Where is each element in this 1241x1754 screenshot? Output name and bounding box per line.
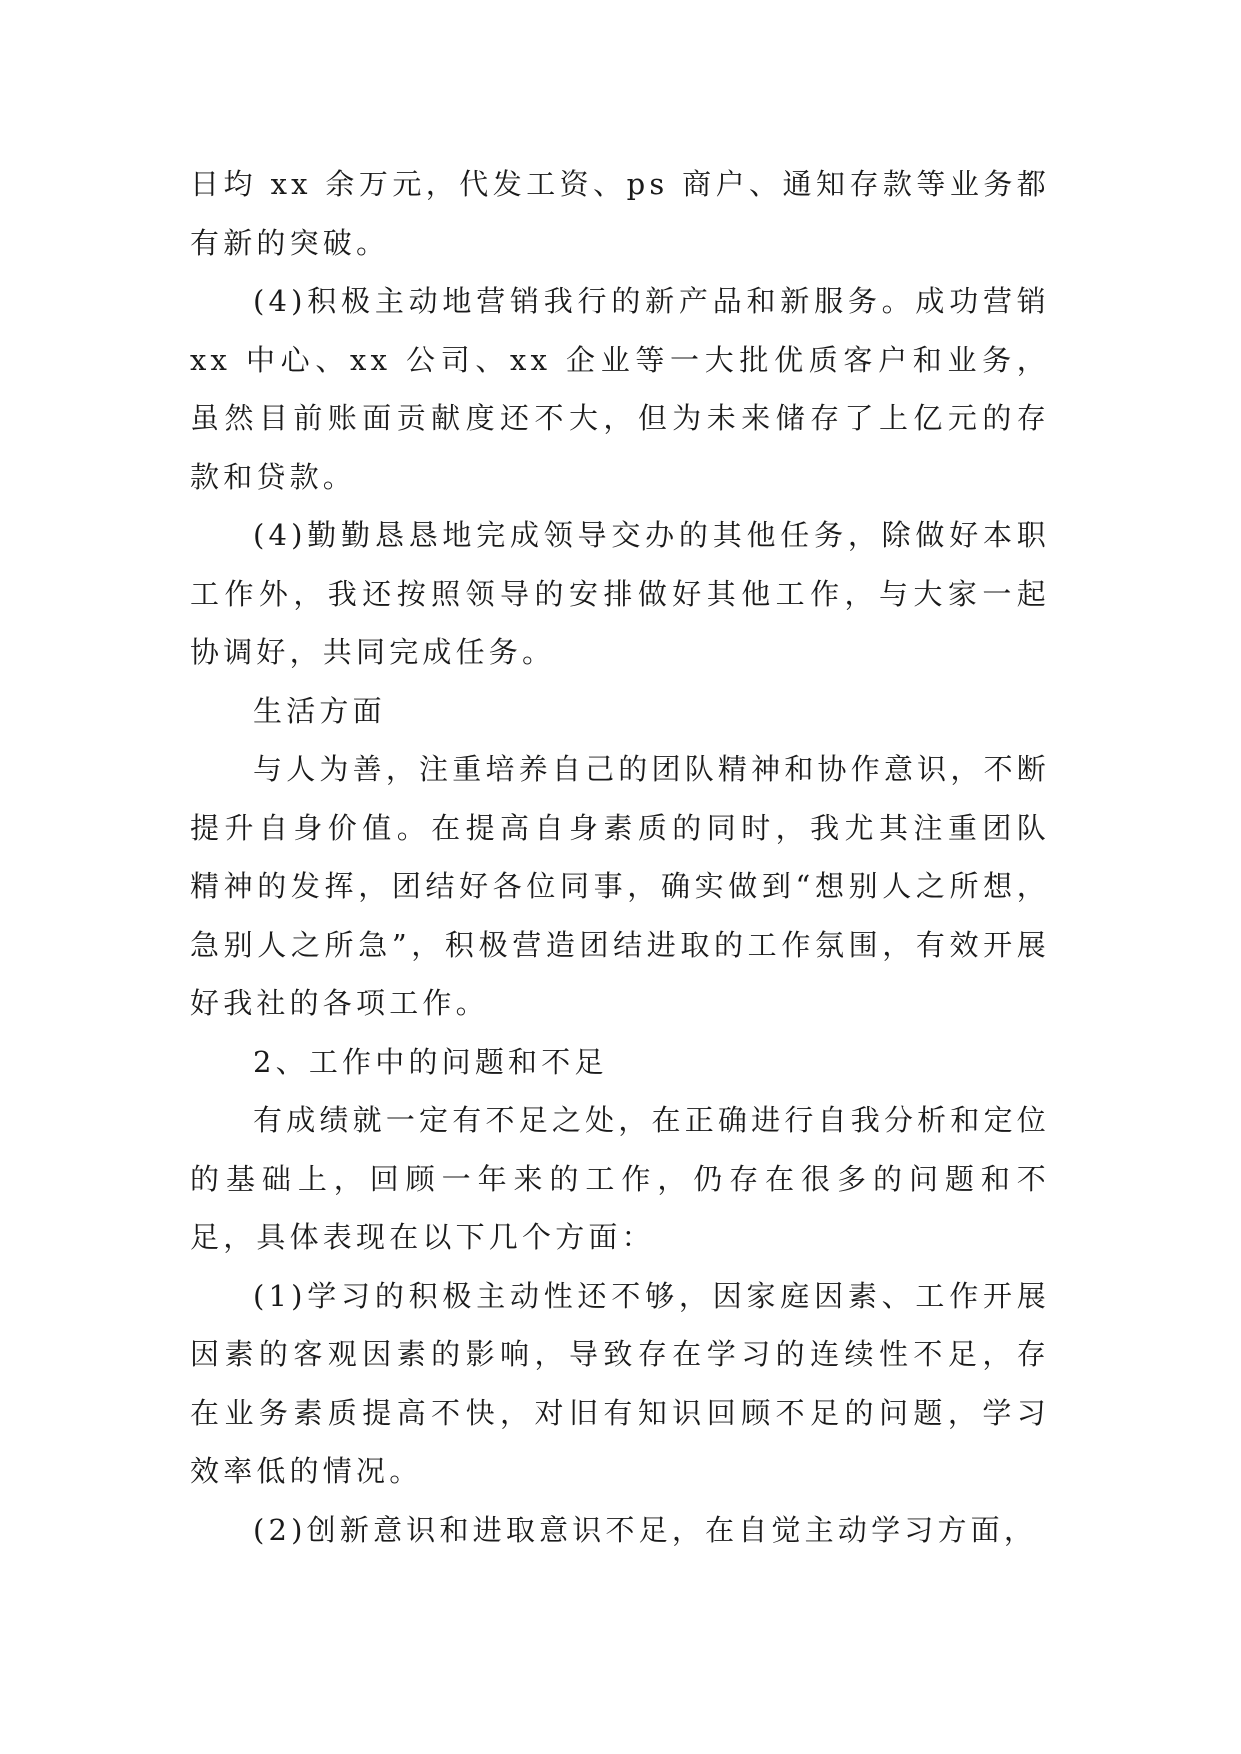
paragraph-7: 有成绩就一定有不足之处，在正确进行自我分析和定位的基础上，回顾一年来的工作，仍存在很多的问题和不足，具体表现在以下几个方面： [190,1103,1050,1254]
paragraph-8: (1)学习的积极主动性还不够，因家庭因素、工作开展因素的客观因素的影响，导致存在学习的连续性不足，存在业务素质提高不快，对旧有知识回顾不足的问题，学习效率低的情况。 [190,1278,1050,1488]
paragraph-9: (2)创新意识和进取意识不足，在自觉主动学习方面， [253,1512,1038,1547]
paragraph-3: (4)勤勤恳恳地完成领导交办的其他任务，除做好本职工作外，我还按照领导的安排做好其他工作，与大家一起协调好，共同完成任务。 [190,518,1050,669]
paragraph-2: (4)积极主动地营销我行的新产品和新服务。成功营销 xx 中心、xx 公司、xx 企业等一大批优质客户和业务，虽然目前账面贡献度还不大，但为未来储存了上亿元的存款和贷款。 [190,284,1050,494]
paragraph-5: 与人为善，注重培养自己的团队精神和协作意识，不断提升自身价值。在提高自身素质的同时，我尤其注重团队精神的发挥，团结好各位同事，确实做到“想别人之所想，急别人之所急”，积极营造团结进取的工作氛围，有效开展好我社的各项工作。 [190,752,1050,1020]
section-heading-life: 生活方面 [253,693,386,728]
paragraph-1: 日均 xx 余万元，代发工资、ps 商户、通知存款等业务都有新的突破。 [190,167,1050,260]
document-page [190,155,1050,1559]
section-heading-problems: 2、工作中的问题和不足 [253,1044,608,1079]
